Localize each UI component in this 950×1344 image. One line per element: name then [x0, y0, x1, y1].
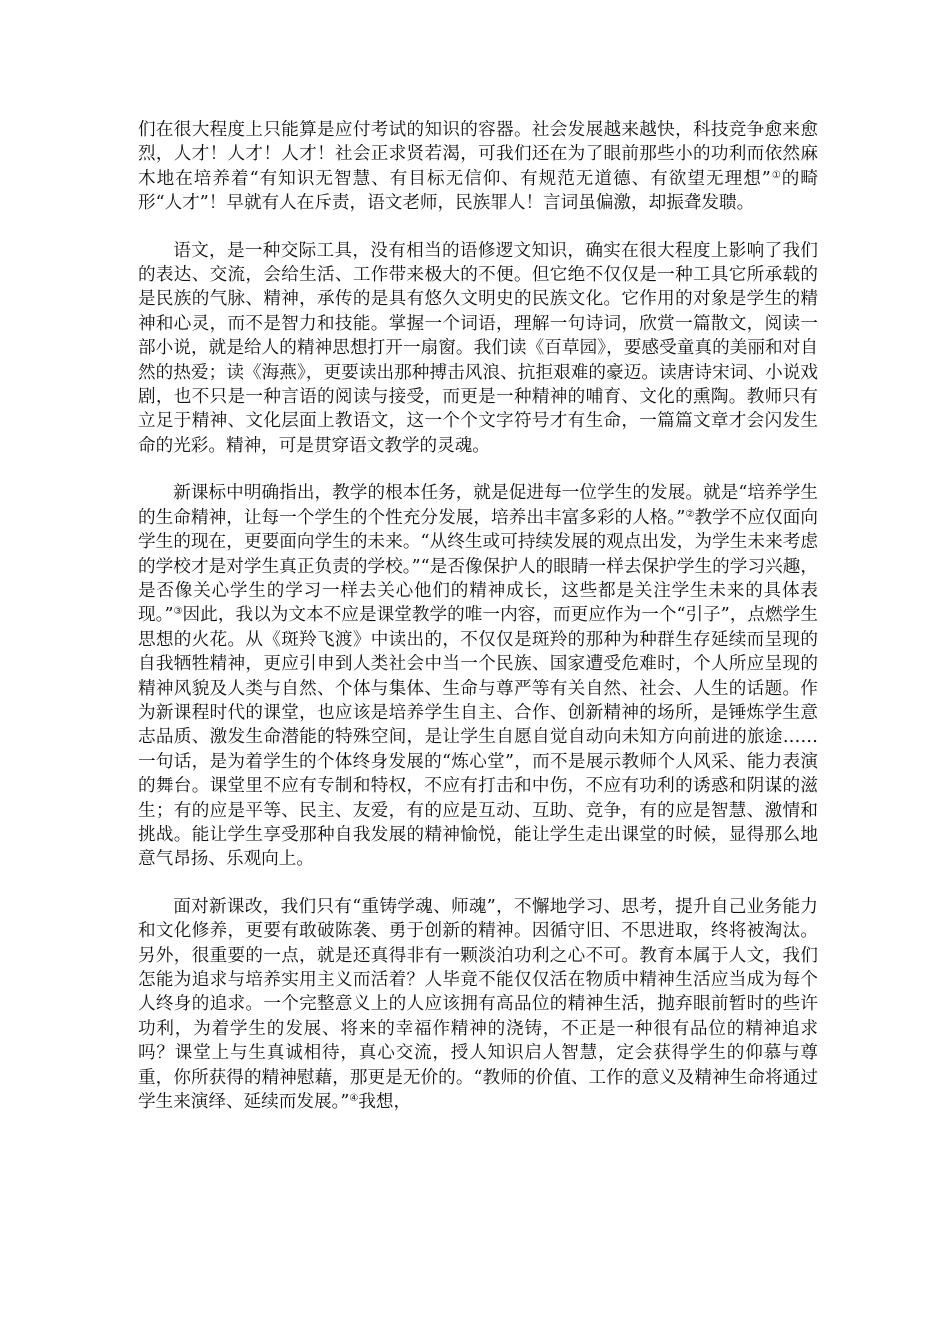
paragraph-text: 教学不应仅面向学生的现在，更要面向学生的未来。“从终生或可持续发展的观点出发，为学生未来考虑的学校才是对学生真正负责的学校。”“是否像保护人的眼睛一样去保护学生的学习兴趣，是否像关心学生的学习一样去关心他们的精神成长，这些都是关注学生未来的具体表现。” — [138, 507, 819, 626]
paragraph-text: 们在很大程度上只能算是应付考试的知识的容器。社会发展越来越快，科技竞争愈来愈烈，人才！人才！人才！社会正求贤若渴，可我们还在为了眼前那些小的功利而依然麻木地在培养着“有知识无智慧、有目标无信仰、有规范无道德、有欲望无理想” — [138, 120, 818, 189]
footnote-marker: ④ — [349, 1093, 359, 1105]
paragraph-text: 新课标中明确指出，教学的根本任务，就是促进每一位学生的发展。就是“培养学生的生命精神，让每一个学生的个性充分发展，培养出丰富多彩的人格。” — [138, 483, 818, 528]
paragraph-text: 因此，我以为文本不应是课堂教学的唯一内容，而更应作为一个“引子”，点燃学生思想的火花。从《斑羚飞渡》中读出的，不仅仅是斑羚的那种为种群生存延续而呈现的自我牺牲精神，更应引申到人类社会中当一个民族、国家遭受危难时，个人所应呈现的精神风貌及人类与自然、个体与集体、生命与尊严等有关自然、社会、人生的话题。作为新课程时代的课堂，也应该是培养学生自主、合作、创新精神的场所，是锤炼学生意志品质、激发生命潜能的特殊空间，是让学生自愿自觉自动向未知方向前进的旅途……一句话，是为着学生的个体终身发展的“炼心堂”，而不是展示教师个人风采、能力表演的舞台。课堂里不应有专制和特权，不应有打击和中伤，不应有功利的诱惑和阴谋的滋生；有的应是平等、民主、友爱，有的应是互动、互助、竞争，有的应是智慧、激情和挑战。能让学生享受那种自我发展的精神愉悦，能让学生走出课堂的时候，显得那么地意气昂扬、乐观向上。 — [138, 605, 818, 870]
footnote-marker: ② — [685, 508, 695, 520]
paragraph-text: 我想， — [358, 1092, 412, 1113]
paragraph-text: 的畸形“人才”！早就有人在斥责，语文老师，民族罪人！言词虽偏激，却振聋发聩。 — [138, 168, 818, 214]
footnote-marker: ③ — [173, 606, 183, 618]
paragraph-4 — [138, 895, 818, 1115]
paragraph-3 — [138, 481, 818, 872]
document-page — [138, 118, 818, 1114]
paragraph-1 — [138, 118, 818, 216]
footnote-marker: ① — [770, 169, 782, 181]
paragraph-text: 语文，是一种交际工具，没有相当的语修逻文知识，确实在很大程度上影响了我们的表达、交流，会给生活、工作带来极大的不便。但它绝不仅仅是一种工具它所承载的是民族的气脉、精神，承传的是具有悠久文明史的民族文化。它作用的对象是学生的精神和心灵，而不是智力和技能。掌握一个词语，理解一句诗词，欣赏一篇散文，阅读一部小说，就是给人的精神思想打开一扇窗。我们读《百草园》，要感受童真的美丽和对自然的热爱；读《海燕》，更要读出那种搏击风浪、抗拒艰难的豪迈。读唐诗宋词、小说戏剧，也不只是一种言语的阅读与接受，而更是一种精神的哺育、文化的熏陶。教师只有立足于精神、文化层面上教语文，这一个个文字符号才有生命，一篇篇文章才会闪发生命的光彩。精神，可是贯穿语文教学的灵魂。 — [138, 240, 818, 456]
paragraph-2 — [138, 239, 818, 459]
paragraph-text: 面对新课改，我们只有“重铸学魂、师魂”，不懈地学习、思考，提升自己业务能力和文化修养，更要有敢破陈袭、勇于创新的精神。因循守旧、不思进取，终将被淘汰。另外，很重要的一点，就是还真得非有一颗淡泊功利之心不可。教育本属于人文，我们怎能为追求与培养实用主义而活着？人毕竟不能仅仅活在物质中精神生活应当成为每个人终身的追求。一个完整意义上的人应该拥有高品位的精神生活，抛弃眼前暂时的些许功利，为着学生的发展、将来的幸福作精神的浇铸，不正是一种很有品位的精神追求吗？课堂上与生真诚相待，真心交流，授人知识启人智慧，定会获得学生的仰慕与尊重，你所获得的精神慰藉，那更是无价的。“教师的价值、工作的意义及精神生命将通过学生来演绎、延续而发展。” — [138, 896, 818, 1113]
